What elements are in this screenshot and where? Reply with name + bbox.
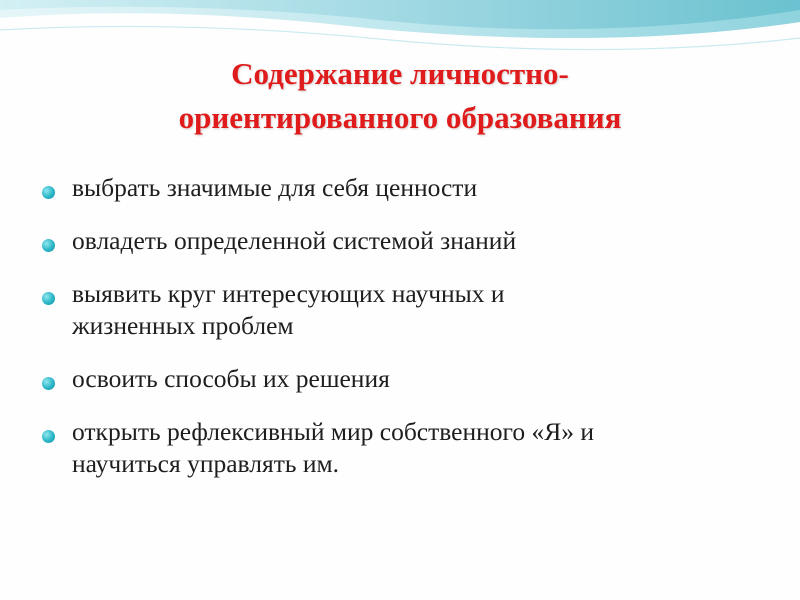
bullet-text-line: жизненных проблем — [72, 311, 294, 340]
bullet-item-1 — [38, 172, 778, 204]
bullet-text — [72, 172, 778, 204]
bullet-dot-icon — [42, 377, 55, 390]
bullet-item-5 — [38, 416, 778, 480]
bullet-text-line: научиться управлять им. — [72, 449, 340, 478]
bullet-list — [38, 172, 778, 501]
bullet-text-line: овладеть определенной системой знаний — [72, 226, 517, 255]
bullet-dot-icon — [42, 239, 55, 252]
bullet-item-4 — [38, 363, 778, 395]
bullet-text — [72, 416, 778, 480]
bullet-dot-icon — [42, 292, 55, 305]
bullet-text-line: освоить способы их решения — [72, 364, 390, 393]
bullet-item-3 — [38, 278, 778, 342]
bullet-text — [72, 363, 778, 395]
bullet-text-line: выбрать значимые для себя ценности — [72, 173, 478, 202]
slide-title-line-2: ориентированного образования — [178, 100, 622, 135]
bullet-text-line: открыть рефлексивный мир собственного «Я» и — [72, 417, 594, 446]
bullet-text — [72, 278, 778, 342]
bullet-text — [72, 225, 778, 257]
slide-title-line-1: Содержание личностно- — [231, 56, 569, 91]
bullet-item-2 — [38, 225, 778, 257]
slide-title — [40, 52, 760, 140]
bullet-dot-icon — [42, 186, 55, 199]
bullet-dot-icon — [42, 430, 55, 443]
bullet-text-line: выявить круг интересующих научных и — [72, 279, 505, 308]
wave-decoration — [0, 0, 800, 60]
